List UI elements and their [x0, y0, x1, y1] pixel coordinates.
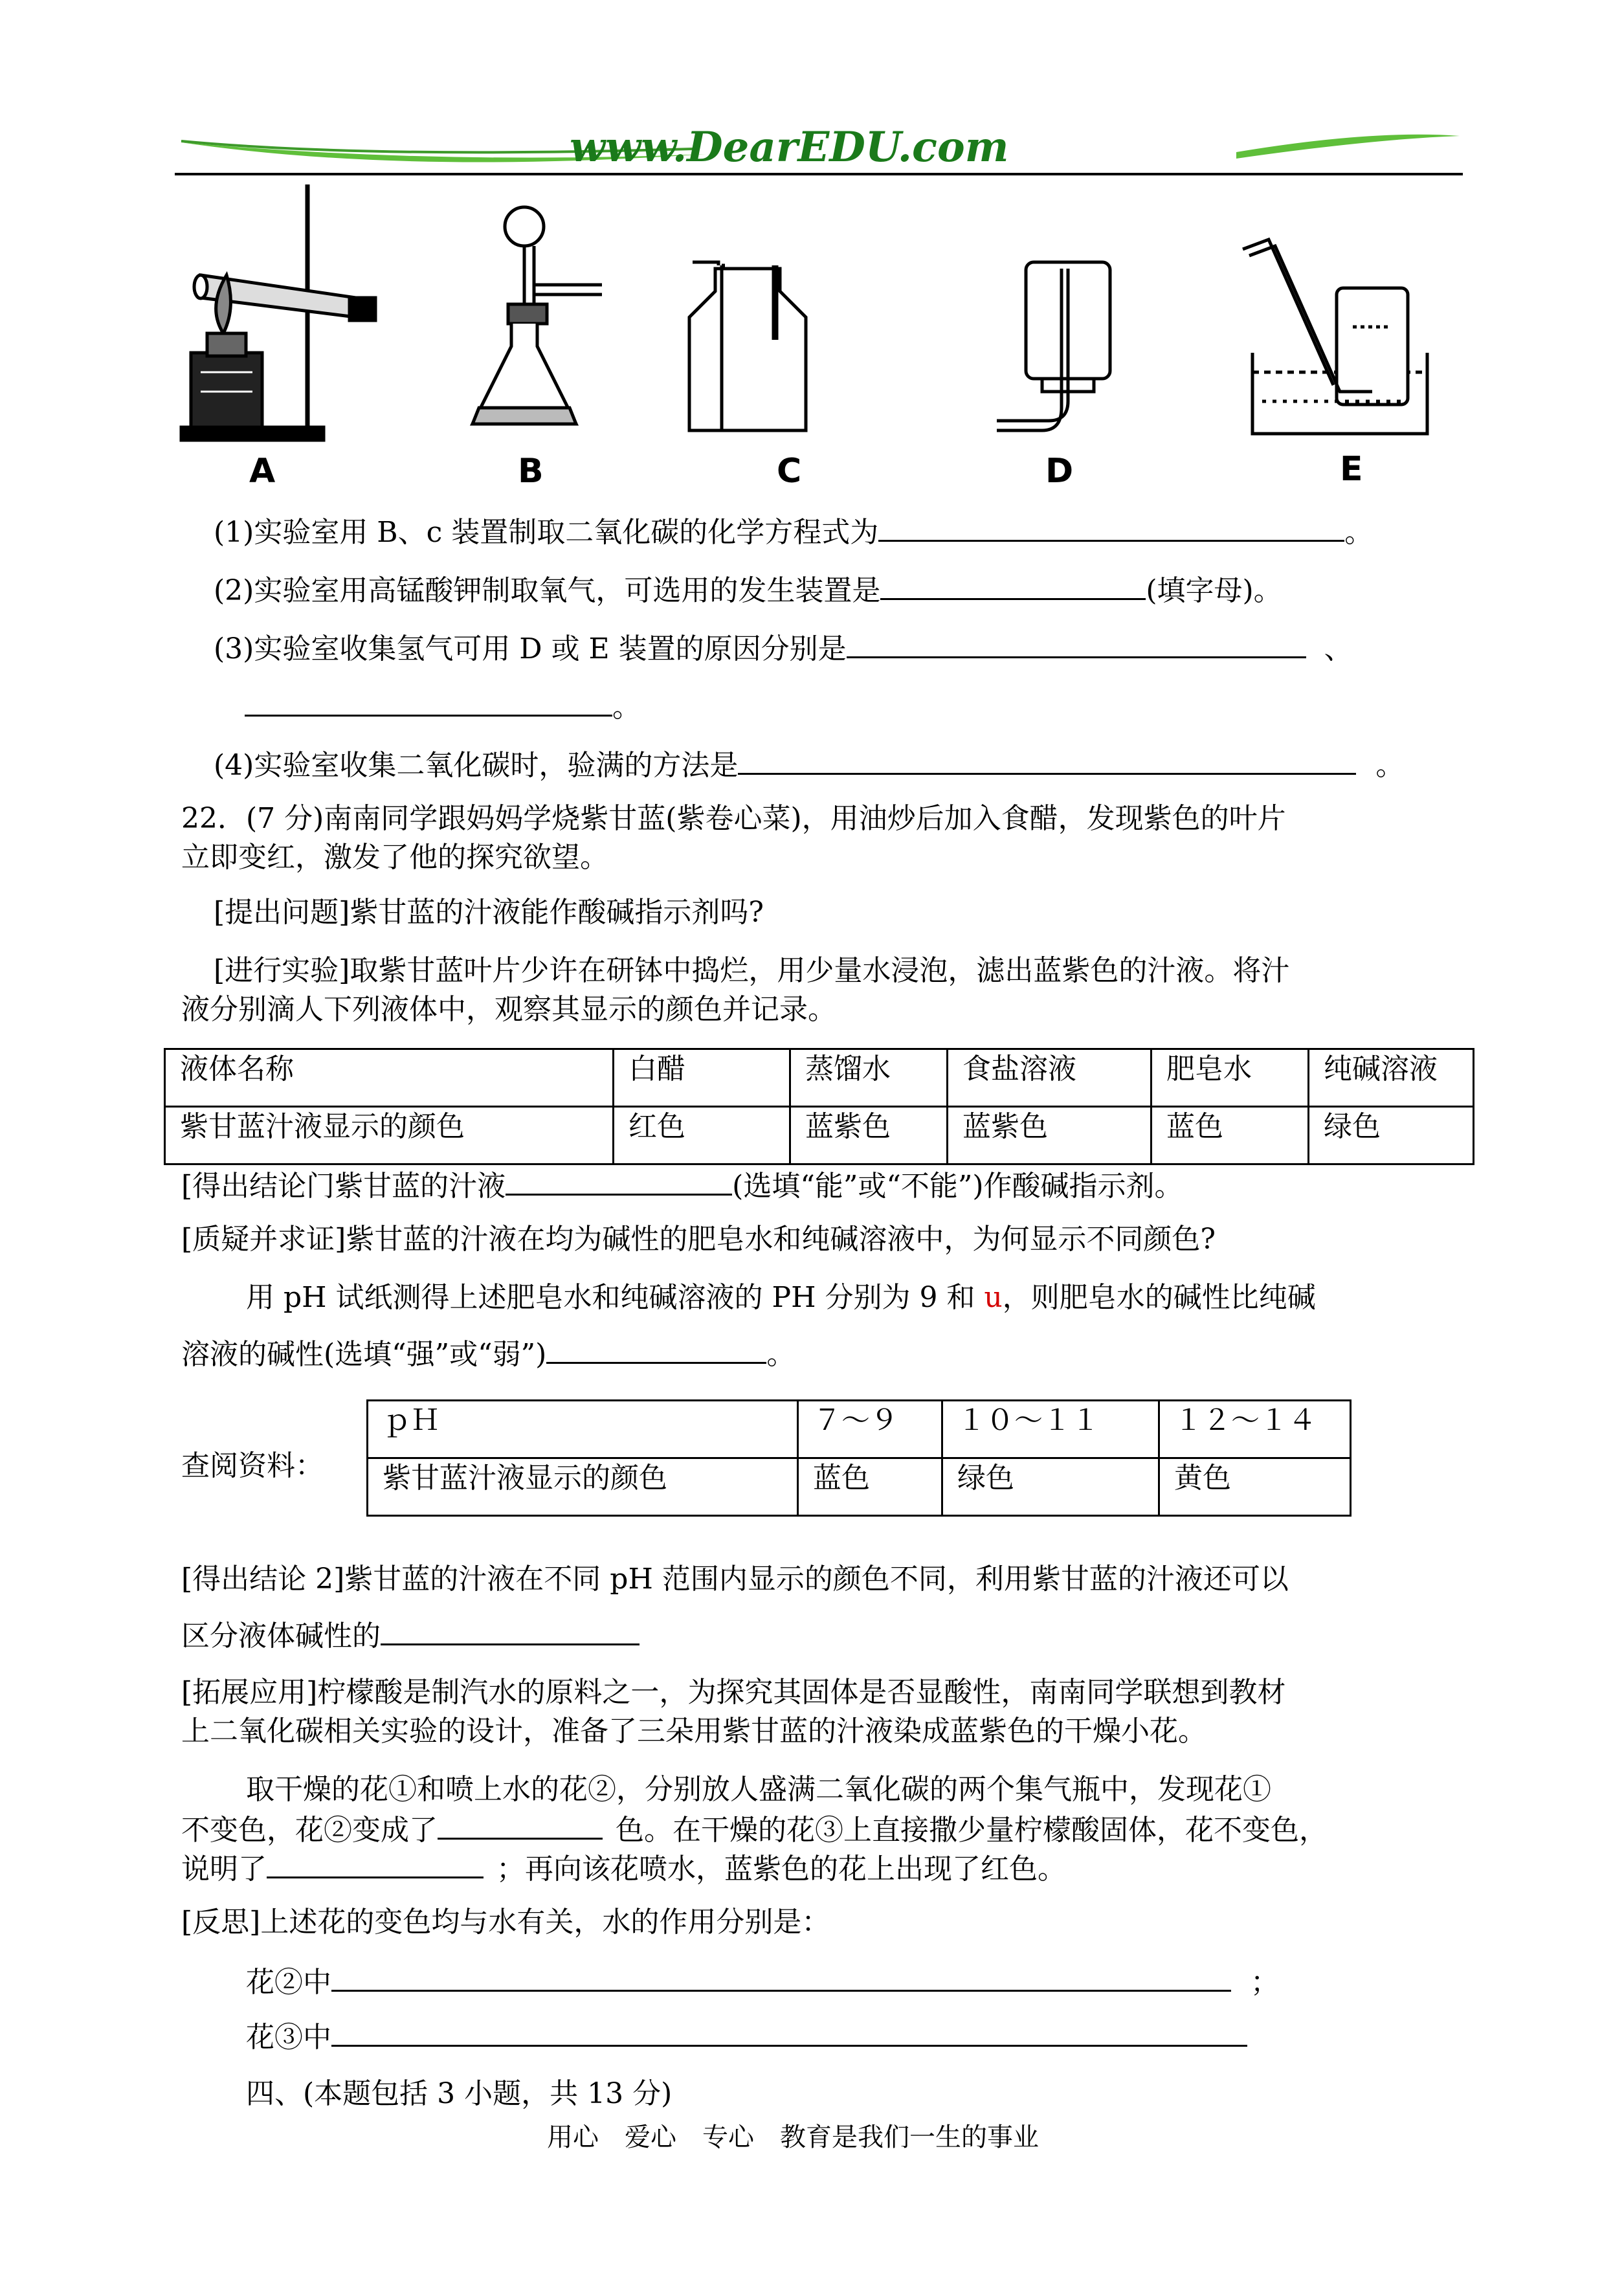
figure-label-b: B — [518, 452, 544, 491]
q22-flower-line1: 取干燥的花①和喷上水的花②，分别放人盛满二氧化碳的两个集气瓶中，发现花① — [246, 1773, 1271, 1806]
q21-part3-text: (3)实验室收集氢气可用 D 或 E 装置的原因分别是 — [214, 632, 847, 665]
apparatus-b — [473, 207, 602, 424]
table-header-row — [368, 1401, 1351, 1458]
answer-blank-flower2-color[interactable] — [438, 1809, 603, 1840]
answer-blank-conclusion1[interactable] — [506, 1165, 732, 1196]
table-row — [165, 1107, 1474, 1164]
q22-ph-line2: 溶液的碱性(选填“强”或“弱”) 。 — [181, 1333, 795, 1374]
answer-blank-reflect-flower2[interactable] — [331, 1961, 1231, 1992]
table-cell: 食盐溶液 — [948, 1049, 1151, 1107]
q22-flower-line2: 不变色，花②变成了 色。在干燥的花③上直接撒少量柠檬酸固体，花不变色， — [181, 1809, 1328, 1850]
q22-conclusion2-line2: 区分液体碱性的 — [181, 1615, 640, 1656]
answer-blank-conclusion2[interactable] — [381, 1615, 640, 1645]
apparatus-a — [181, 184, 375, 440]
q22-experiment-line1: [进行实验]取紫甘蓝叶片少许在研钵中捣烂，用少量水浸泡，滤出蓝紫色的汁液。将汁 — [214, 954, 1290, 987]
header-rule — [175, 173, 1463, 175]
answer-blank-reflect-flower3[interactable] — [331, 2016, 1247, 2047]
apparatus-e — [1243, 239, 1427, 434]
table-cell: 液体名称 — [165, 1049, 614, 1107]
q21-part4: (4)实验室收集二氧化碳时，验满的方法是 。 — [214, 744, 1404, 785]
table-cell: 蓝色 — [1151, 1107, 1309, 1164]
table-cell: 蓝紫色 — [948, 1107, 1151, 1164]
q21-part1: (1)实验室用 B、c 装置制取二氧化碳的化学方程式为 。 — [214, 511, 1373, 552]
footer-slogan: 用心 爱心 专心 教育是我们一生的事业 — [547, 2122, 1039, 2152]
q22-experiment-line2: 液分别滴人下列液体中，观察其显示的颜色并记录。 — [181, 993, 836, 1026]
table-cell: 绿色 — [1309, 1107, 1474, 1164]
ph-value-red: u — [984, 1281, 1003, 1314]
q21-part4-text: (4)实验室收集二氧化碳时，验满的方法是 — [214, 749, 739, 782]
table-cell: 红色 — [614, 1107, 790, 1164]
q22-conclusion2-line1: [得出结论 2]紫甘蓝的汁液在不同 pH 范围内显示的颜色不同，利用紫甘蓝的汁液还可以 — [181, 1563, 1289, 1596]
table-cell: 黄色 — [1159, 1458, 1351, 1516]
table-cell: 蒸馏水 — [790, 1049, 948, 1107]
q22-flower-line3: 说明了 ；再向该花喷水，蓝紫色的花上出现了红色。 — [181, 1848, 1066, 1889]
table-cell: ｐＨ — [368, 1401, 798, 1458]
q22-extend-line2: 上二氧化碳相关实验的设计，准备了三朵用紫甘蓝的汁液染成蓝紫色的干燥小花。 — [181, 1715, 1207, 1748]
table-row — [368, 1458, 1351, 1516]
q21-part2: (2)实验室用高锰酸钾制取氧气，可选用的发生装置是 (填字母)。 — [214, 570, 1282, 610]
q22-flower2-answer: 花②中 ； — [246, 1961, 1279, 2002]
answer-blank-q21-2[interactable] — [880, 570, 1146, 600]
table-cell: １０～１１ — [942, 1401, 1159, 1458]
q22-conclusion1: [得出结论门紫甘蓝的汁液 (选填“能”或“不能”)作酸碱指示剂。 — [181, 1165, 1183, 1206]
table-header-row — [165, 1049, 1474, 1107]
q22-intro-line1: 22．(7 分)南南同学跟妈妈学烧紫甘蓝(紫卷心菜)，用油炒后加入食醋，发现紫色的叶片 — [181, 802, 1286, 835]
color-table — [164, 1048, 1474, 1165]
swoosh-right-shape — [1236, 135, 1460, 159]
q22-intro-line2: 立即变红，激发了他的探究欲望。 — [181, 841, 608, 874]
q21-part1-text: (1)实验室用 B、c 装置制取二氧化碳的化学方程式为 — [214, 516, 879, 549]
apparatus-figure — [175, 178, 1463, 502]
answer-blank-strength[interactable] — [546, 1333, 766, 1364]
figure-label-e: E — [1340, 450, 1363, 489]
table-cell: 蓝色 — [798, 1458, 942, 1516]
figure-label-c: C — [777, 452, 802, 491]
q22-doubt: [质疑并求证]紫甘蓝的汁液在均为碱性的肥皂水和纯碱溶液中，为何显示不同颜色? — [181, 1223, 1216, 1256]
q22-flower3-answer: 花③中 — [246, 2016, 1247, 2057]
table-cell: 纯碱溶液 — [1309, 1049, 1474, 1107]
table-cell: 肥皂水 — [1151, 1049, 1309, 1107]
apparatus-d — [997, 262, 1110, 430]
q22-ph-line1: 用 pH 试纸测得上述肥皂水和纯碱溶液的 PH 分别为 9 和 u，则肥皂水的碱性比纯碱 — [246, 1281, 1316, 1314]
q22-extend-line1: [拓展应用]柠檬酸是制汽水的原料之一，为探究其固体是否显酸性，南南同学联想到教材 — [181, 1676, 1286, 1709]
apparatus-c — [689, 262, 806, 430]
table-cell: ７～９ — [798, 1401, 942, 1458]
q21-part3-cont: 。 — [245, 686, 641, 727]
table-cell: 蓝紫色 — [790, 1107, 948, 1164]
ph-table — [366, 1399, 1351, 1517]
q21-part3: (3)实验室收集氢气可用 D 或 E 装置的原因分别是 、 — [214, 628, 1353, 669]
table-cell: １２～１４ — [1159, 1401, 1351, 1458]
q22-reflect: [反思]上述花的变色均与水有关，水的作用分别是： — [181, 1906, 830, 1939]
answer-blank-q21-3b[interactable] — [245, 686, 612, 717]
q21-part2-text: (2)实验室用高锰酸钾制取氧气，可选用的发生装置是 — [214, 574, 881, 607]
lookup-label: 查阅资料： — [181, 1449, 324, 1482]
figure-label-a: A — [249, 452, 276, 491]
answer-blank-flower3[interactable] — [267, 1848, 484, 1878]
table-cell: 紫甘蓝汁液显示的颜色 — [165, 1107, 614, 1164]
table-cell: 绿色 — [942, 1458, 1159, 1516]
section4-heading: 四、(本题包括 3 小题，共 13 分) — [246, 2077, 673, 2110]
answer-blank-q21-4[interactable] — [738, 744, 1356, 775]
site-logo: www.DearEDU.com — [570, 123, 1009, 172]
table-cell: 紫甘蓝汁液显示的颜色 — [368, 1458, 798, 1516]
answer-blank-q21-3a[interactable] — [847, 628, 1306, 658]
answer-blank-q21-1[interactable] — [878, 511, 1344, 542]
table-cell: 白醋 — [614, 1049, 790, 1107]
figure-label-d: D — [1045, 452, 1074, 491]
q22-question: [提出问题]紫甘蓝的汁液能作酸碱指示剂吗? — [214, 896, 764, 929]
